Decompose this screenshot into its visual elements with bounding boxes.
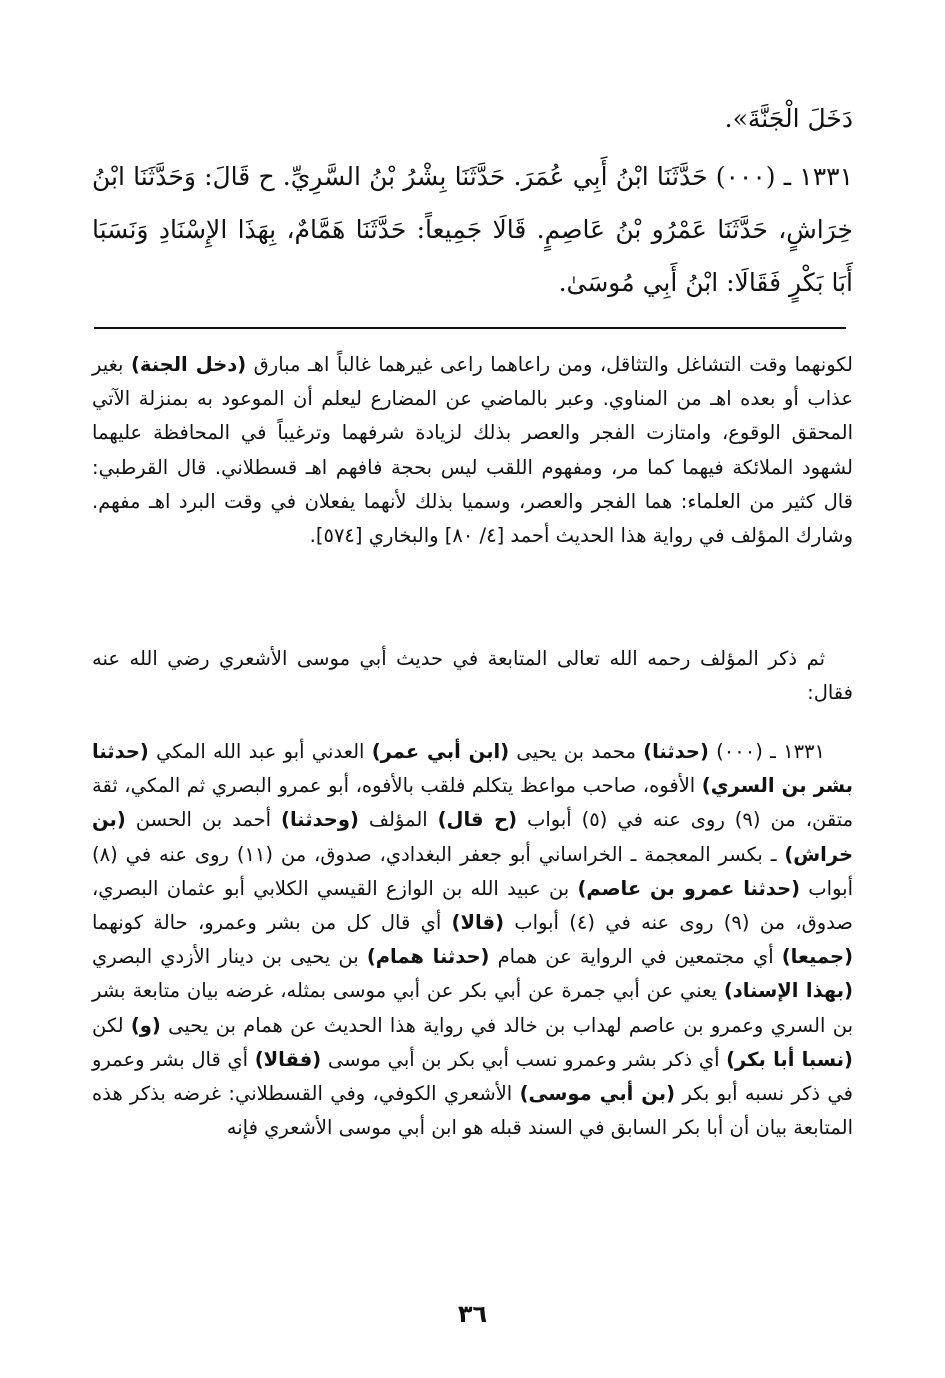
commentary-text: الأفوه، صاحب مواعظ يتكلم فلقب بالأفوه، أبو عمرو البصري ثم المكي، ثقة متقن، من (٩) روى عنه في (٥) أبواب bbox=[92, 774, 854, 832]
bold-phrase: (نسبا أبا بكر) bbox=[726, 1047, 853, 1071]
commentary-paragraph bbox=[92, 735, 853, 1145]
commentary-text: ـ بكسر المعجمة ـ الخراساني أبو جعفر البغدادي، صدوق، من (١١) روى عنه في (٨) أبواب bbox=[92, 842, 853, 900]
commentary-text: ١٣٣١ ـ (٠٠٠) bbox=[708, 740, 825, 763]
bold-phrase: (ح قال) bbox=[437, 808, 518, 832]
commentary-text: العدني أبو عبد الله المكي bbox=[148, 740, 372, 763]
bold-phrase: (حدثنا عمرو بن عاصم) bbox=[577, 876, 801, 900]
bold-phrase: (بن أبي موسى) bbox=[519, 1082, 676, 1106]
bold-phrase: (حدثنا همام) bbox=[366, 945, 490, 969]
bold-phrase: (وحدثنا) bbox=[281, 808, 359, 832]
bold-phrase: (بهذا الإسناد) bbox=[723, 979, 853, 1003]
bold-phrase: (دخل الجنة) bbox=[130, 353, 247, 376]
commentary-text: محمد بن يحيى bbox=[509, 740, 644, 763]
bold-phrase: (ابن أبي عمر) bbox=[371, 740, 510, 763]
commentary-text: أي ذكر بشر وعمرو نسب أبي بكر بن أبي موسى bbox=[321, 1047, 727, 1071]
page-number: ٣٦ bbox=[457, 1300, 488, 1328]
bold-phrase: (قالا) bbox=[451, 911, 504, 935]
commentary-text: أي مجتمعين في الرواية عن همام bbox=[489, 945, 782, 969]
bold-phrase: (فقالا) bbox=[254, 1047, 322, 1071]
bold-phrase: (و) bbox=[130, 1013, 161, 1037]
commentary-intro bbox=[92, 642, 853, 710]
bold-phrase: (جميعا) bbox=[781, 945, 853, 969]
commentary-text: بن يحيى بن دينار الأزدي البصري bbox=[92, 945, 367, 969]
commentary-text: يعني عن أبي جمرة عن أبي بكر عن أبي موسى بمثله، غرضه بيان متابعة بشر بن السري وعمرو بن عاصم لهداب بن خالد في رواية هذا الحديث عن همام بن يحيى bbox=[92, 979, 853, 1037]
commentary-text: لكونهما وقت التشاغل والتثاقل، ومن راعاهما راعى غيرهما غالباً اهـ مبارق bbox=[246, 353, 853, 376]
commentary-text: بن عبيد الله بن الوازع القيسي الكلابي أبو عثمان البصري، صدوق، من (٩) روى عنه في (٤) أبواب bbox=[92, 876, 853, 935]
commentary-text: أحمد بن الحسن bbox=[125, 808, 282, 832]
separator-rule bbox=[94, 327, 846, 329]
bold-phrase: (حدثنا بشر بن السري) bbox=[92, 740, 853, 798]
commentary-text: بغير عذاب أو بعده اهـ من المناوي. وعبر بالماضي عن المضارع ليعلم أن الموعود به بمنزلة الآتي المحقق الوقوع، وامتازت الفجر والعصر بذلك لزيادة شرفهما وترغيباً في المحافظة عليهما لشهود الملائكة فيهما كما مر، ومفهوم اللقب ليس بحجة فافهم اهـ قسطلاني. قال القرطبي: قال كثير من العلماء: هما الفجر والعصر، وسميا بذلك لأنهما يفعلان في وقت البرد اهـ مفهم. وشارك المؤلف في رواية هذا الحديث أحمد [٤/ ٨٠] والبخاري [٥٧٤]. bbox=[92, 353, 853, 548]
commentary-text: ثم ذكر المؤلف رحمه الله تعالى المتابعة في حديث أبي موسى الأشعري رضي الله عنه فقال: bbox=[92, 647, 853, 705]
commentary-paragraph bbox=[92, 348, 853, 553]
bold-phrase: (حدثنا) bbox=[643, 740, 709, 763]
hadith-ending: دَخَلَ الْجَنَّةَ». bbox=[724, 104, 853, 133]
hadith-text: ١٣٣١ ـ (٠٠٠) حَدَّثَنَا ابْنُ أَبِي عُمَرَ. حَدَّثَنَا بِشْرُ بْنُ السَّرِيِّ. ح قَالَ: وَحَدَّثَنَا ابْنُ خِرَاشٍ، حَدَّثَنَا عَمْرُو بْنُ عَاصِمٍ. قَالَا جَمِيعاً: حَدَّثَنَا هَمَّامٌ، بِهَذَا الإِسْنَادِ وَنَسَبَا أَبَا بَكْرٍ فَقَالَا: ابْنُ أَبِي مُوسَىٰ. bbox=[92, 162, 853, 297]
commentary-text: المؤلف bbox=[358, 808, 438, 832]
commentary-text: الأشعري الكوفي، وفي القسطلاني: غرضه بذكر هذه المتابعة بيان أن أبا بكر السابق في السند قبله هو ابن أبي موسى الأشعري فإنه bbox=[92, 1082, 853, 1140]
bold-phrase: (بن خراش) bbox=[92, 808, 854, 866]
commentary-text: أي قال بشر وعمرو في ذكر نسبه أبو بكر bbox=[92, 1047, 853, 1106]
commentary-text: لكن bbox=[92, 1013, 131, 1037]
commentary-text: أي قال كل من بشر وعمرو، حالة كونهما bbox=[92, 911, 452, 935]
